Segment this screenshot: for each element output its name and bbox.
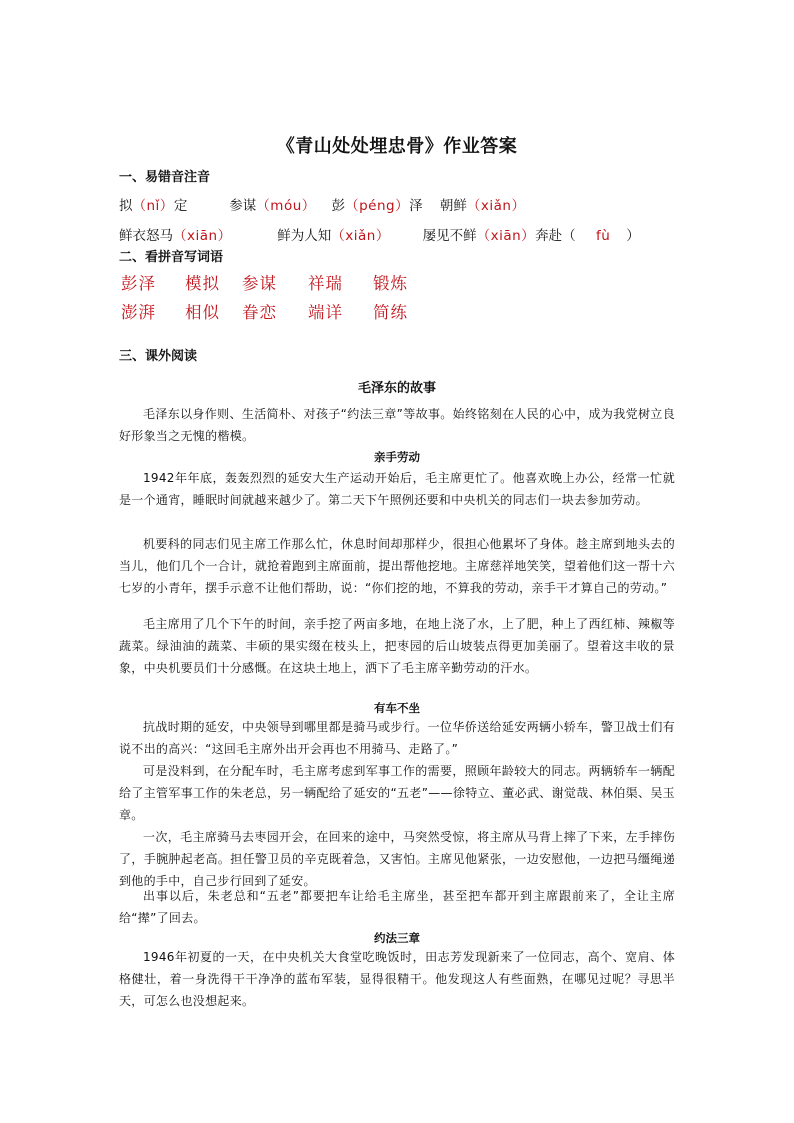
pronunciation-item: 参谋（móu） (229, 198, 316, 214)
story-paragraph: 出事以后，朱老总和“五老”都要把车让给毛主席坐，甚至把车都开到主席跟前来了，全让主席给“撵”了回去。 (119, 889, 675, 925)
answer-word: 彭泽 (121, 274, 156, 293)
pronunciation-item: 朝鲜（xiǎn） (439, 198, 526, 214)
story-paragraph: 可是没料到，在分配车时，毛主席考虑到军事工作的需要，照顾年龄较大的同志。两辆轿车一辆配给了主管军事工作的朱老总，另一辆配给了延安的“五老”——徐特立、董必武、谢觉哉、林伯渠、吴玉章。 (119, 764, 675, 822)
pronunciation-item: 彭（péng）泽 (331, 198, 423, 214)
story-subtitle: 有车不坐 (374, 701, 420, 715)
story-intro: 毛泽东以身作则、生活简朴、对孩子“约法三章”等故事。始终铭刻在人民的心中，成为我党树立良好形象当之无愧的楷模。 (119, 407, 675, 443)
story-paragraph: 机要科的同志们见主席工作那么忙，休息时间却那样少，很担心他累坏了身体。趁主席到地头去的当儿，他们几个一合计，就抢着跑到主席面前，提出帮他挖地。主席慈祥地笑笑，望着他们这一帮十六七岁的小青年，摆手示意不让他们帮助，说：“你们挖的地，不算我的劳动，亲手干才算自己的劳动。” (119, 537, 675, 595)
pronunciation-item: 拟（nǐ）定 (119, 198, 188, 214)
pronunciation-item: fù ） (595, 228, 640, 244)
pronunciation-item: 鲜衣怒马（xiān） (119, 228, 232, 244)
pronunciation-item: 鲜为人知（xiǎn） (277, 228, 390, 244)
answer-word: 祥瑞 (308, 274, 343, 293)
section-heading-reading: 三、课外阅读 (119, 349, 198, 364)
story-paragraph: 抗战时期的延安，中央领导到哪里都是骑马或步行。一位华侨送给延安两辆小轿车，警卫战士们有说不出的高兴：“这回毛主席外出开会再也不用骑马、走路了。” (119, 720, 675, 756)
section-heading-write-words: 二、看拼音写词语 (119, 250, 224, 265)
story-title: 毛泽东的故事 (357, 381, 436, 396)
answer-word: 端详 (308, 303, 343, 322)
answer-word: 澎湃 (121, 303, 156, 322)
pronunciation-item: 屡见不鲜（xiān）奔赴（ (422, 228, 576, 244)
answer-word: 简练 (373, 303, 408, 322)
story-paragraph: 1946年初夏的一天，在中央机关大食堂吃晚饭时，田志芳发现新来了一位同志，高个、宽肩、体格健壮，着一身洗得干干净净的蓝布军装，显得很精干。他发现这人有些面熟，在哪见过呢？寻思半天，可怎么也没想起来。 (119, 950, 675, 1008)
story-paragraph: 毛主席用了几个下午的时间，亲手挖了两亩多地，在地上浇了水，上了肥，种上了西红柿、辣椒等蔬菜。绿油油的蔬菜、丰硕的果实缀在枝头上，把枣园的后山坡装点得更加美丽了。望着这丰收的景象，中央机要员们十分感慨。在这块土地上，洒下了毛主席辛勤劳动的汗水。 (119, 617, 675, 675)
pronunciation-row-1 (119, 194, 525, 214)
story-paragraph: 1942年年底，轰轰烈烈的延安大生产运动开始后，毛主席更忙了。他喜欢晚上办公，经常一忙就是一个通宵，睡眠时间就越来越少了。第二天下午照例还要和中央机关的同志们一块去参加劳动。 (119, 471, 675, 507)
answer-word: 模拟 (185, 274, 220, 293)
story-subtitle: 约法三章 (374, 931, 420, 945)
answer-word: 参谋 (242, 274, 277, 293)
page-title: 《青山处处埋忠骨》作业答案 (276, 136, 518, 157)
story-paragraph: 一次，毛主席骑马去枣园开会，在回来的途中，马突然受惊，将主席从马背上摔了下来，左手摔伤了，手腕肿起老高。担任警卫员的辛克既着急，又害怕。主席见他紧张，一边安慰他，一边把马缰绳递到他的手中，自己步行回到了延安。 (119, 830, 675, 888)
section-heading-pronunciation: 一、易错音注音 (119, 170, 211, 185)
answer-word: 相似 (185, 303, 220, 322)
answer-word: 眷恋 (242, 303, 277, 322)
answer-word: 锻炼 (373, 274, 408, 293)
story-subtitle: 亲手劳动 (374, 450, 420, 464)
pronunciation-row-2 (119, 224, 640, 244)
